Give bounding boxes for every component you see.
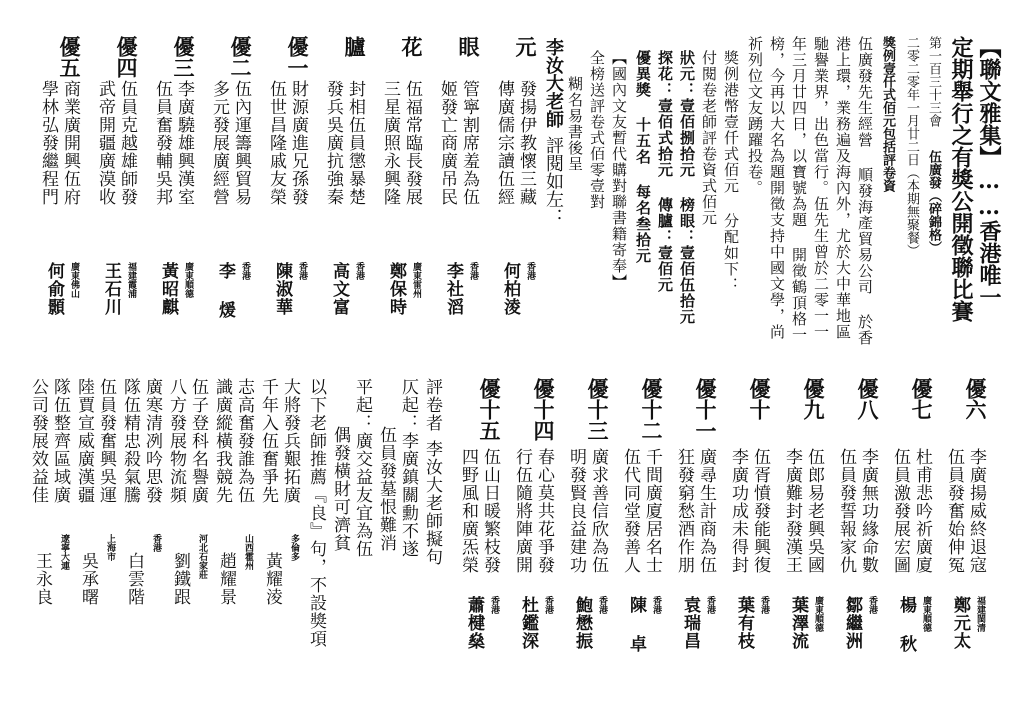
ze-qi-label: 仄起： bbox=[398, 378, 418, 432]
entry-line-2: 明發賢良益建功 bbox=[566, 448, 586, 574]
entry-rank: 優七 bbox=[909, 378, 934, 420]
entry-rank: 花 bbox=[399, 36, 424, 57]
good-line-2: 千年入伍奮爭先 bbox=[258, 378, 278, 504]
ping-qi-line2: 偶發橫財可濟貧 bbox=[330, 426, 350, 552]
entry-location: 廣東佛山 bbox=[69, 262, 79, 298]
entry-location: 香港 bbox=[759, 596, 769, 614]
judge-text: 評閱如左： bbox=[543, 136, 564, 226]
entry-rank: 優二 bbox=[228, 36, 253, 78]
entry-location: 香港 bbox=[297, 262, 307, 280]
entry-rank: 優十三 bbox=[585, 378, 610, 441]
entry-location: 香港 bbox=[651, 596, 661, 614]
good-line-2: 公司發展效益佳 bbox=[28, 378, 48, 504]
good-line-1: 大將發兵艱拓廣 bbox=[280, 378, 300, 504]
entry-rank: 優十一 bbox=[693, 378, 718, 441]
entry-line-2: 伍員激發展宏圖 bbox=[890, 448, 910, 574]
ping-qi-line1: 廣交益友宜為伍 bbox=[352, 432, 372, 558]
good-author: 白雲階 bbox=[124, 552, 144, 606]
entry-rank: 優一 bbox=[285, 36, 310, 78]
entry-location: 香港 bbox=[240, 262, 250, 280]
entry-line-1: 伍員克越雄師發 bbox=[117, 80, 137, 206]
entry-rank: 優八 bbox=[855, 378, 880, 420]
good-location: 香港 bbox=[151, 534, 161, 552]
good-author: 吳承曙 bbox=[78, 552, 98, 606]
entry-rank: 優五 bbox=[57, 36, 82, 78]
entry-rank: 元 bbox=[513, 36, 538, 57]
good-line-1: 隊伍整齊區域廣 bbox=[50, 378, 70, 504]
entry-line-1: 李廣無功緣命數 bbox=[858, 448, 878, 574]
judge-name: 李汝大老師 bbox=[543, 38, 564, 128]
entry-line-1: 廣求善信欣為伍 bbox=[588, 448, 608, 574]
entry-rank: 優十 bbox=[747, 378, 772, 420]
entry-line-1: 伍山日暖繁枝發 bbox=[480, 448, 500, 574]
intro-line: 馳譽業界，出色當行。伍先生曾於二零一一 bbox=[812, 36, 830, 340]
entry-line-2: 李廣難封發漢王 bbox=[782, 448, 802, 574]
intro-line: 年三月廿四日，以寶號為題 開徵鶴頂格一 bbox=[790, 36, 808, 343]
entry-author: 李社滔 bbox=[443, 262, 463, 316]
entry-line-1: 春心莫共花爭發 bbox=[534, 448, 554, 574]
entry-line-2: 傳廣儒宗讀伍經 bbox=[494, 80, 514, 206]
entry-line-2: 伍世昌隆戚友榮 bbox=[266, 80, 286, 206]
entry-line-1: 封相伍員懲暴楚 bbox=[345, 80, 365, 206]
ping-qi-label: 平起： bbox=[352, 378, 372, 432]
ping-qi-line bbox=[353, 378, 370, 558]
session-date: 二零二零年一月廿二日（本期無聚餐） bbox=[904, 36, 919, 257]
reviewer-name: 李汝大老師擬句 bbox=[422, 440, 442, 566]
entry-rank: 優三 bbox=[171, 36, 196, 78]
entry-line-1: 伍福常臨長發展 bbox=[402, 80, 422, 206]
entry-author: 葉有枝 bbox=[734, 596, 754, 650]
entry-rank: 眼 bbox=[456, 36, 481, 57]
good-location: 山西霍州 bbox=[243, 534, 253, 570]
entry-line-1: 千間廣廈居名士 bbox=[642, 448, 662, 574]
entry-line-1: 杜甫悲吟祈廣廈 bbox=[912, 448, 932, 574]
good-line-1: 伍子登科名譽廣 bbox=[188, 378, 208, 504]
entry-rank: 優九 bbox=[801, 378, 826, 420]
good-line-1: 志高奮發誰為伍 bbox=[234, 378, 254, 504]
entry-line-2: 行伍隨將陣廣開 bbox=[512, 448, 532, 574]
entry-line-1: 管寧割席羞為伍 bbox=[459, 80, 479, 206]
good-author: 趙耀景 bbox=[216, 552, 236, 606]
entry-line-1: 財源廣進兄孫發 bbox=[288, 80, 308, 206]
session-info bbox=[927, 36, 940, 254]
entry-author: 蕭楗燊 bbox=[464, 596, 484, 650]
entry-location: 香港 bbox=[525, 262, 535, 280]
entry-author: 楊 秋 bbox=[896, 596, 916, 653]
entry-line-1: 李廣驍雄興漢室 bbox=[174, 80, 194, 206]
entry-author: 鄒繼洲 bbox=[842, 596, 862, 650]
good-author: 黃耀淩 bbox=[262, 552, 282, 606]
reviewer-line bbox=[423, 378, 440, 566]
recommend-note: 以下老師推薦『良』句，不設獎項 bbox=[306, 378, 326, 648]
entry-author: 高文富 bbox=[329, 262, 349, 316]
award-line: 狀元：壹佰捌拾元 榜眼：壹佰伍拾元 bbox=[678, 50, 696, 325]
entry-rank: 優十五 bbox=[477, 378, 502, 441]
entry-line-2: 學林弘發繼程門 bbox=[38, 80, 58, 206]
entry-location: 香港 bbox=[489, 596, 499, 614]
entry-location: 香港 bbox=[468, 262, 478, 280]
entry-author: 何俞顥 bbox=[44, 262, 64, 316]
prize-note: 獎例壹仟式佰元包括評卷資 bbox=[880, 36, 895, 192]
entry-location: 香港 bbox=[543, 596, 553, 614]
award-line: 獎例港幣壹仟式佰元 分配如下： bbox=[722, 50, 740, 293]
good-location: 遼寧大連 bbox=[59, 534, 69, 570]
entry-line-2: 狂發窮愁酒作朋 bbox=[674, 448, 694, 574]
entry-rank: 優六 bbox=[963, 378, 988, 420]
entry-location: 廣東順德 bbox=[921, 596, 931, 632]
award-line: 探花：壹佰式拾元 傳臚：壹佰元 bbox=[656, 50, 674, 293]
entry-line-1: 伍內運籌興貿易 bbox=[231, 80, 251, 206]
entry-line-2: 伍員發誓報家仇 bbox=[836, 448, 856, 574]
intro-line: 榜，今再以大名為題開徵支持中國文學，尚 bbox=[768, 36, 786, 340]
entry-author: 袁瑞昌 bbox=[680, 596, 700, 650]
good-line-2: 八方發展物流頻 bbox=[166, 378, 186, 504]
intro-line: 港上環，業務遍及海內外，尤於大中華地區 bbox=[834, 36, 852, 340]
entry-line-2: 伍員奮發輔吳邦 bbox=[152, 80, 172, 206]
entry-line-2: 伍員發奮始伸冤 bbox=[944, 448, 964, 574]
good-line-1: 伍員發奮興吳運 bbox=[96, 378, 116, 504]
intro-line: 伍廣發先生經營 順發海產貿易公司 於香 bbox=[856, 36, 874, 346]
ze-qi-line1: 李廣鎮關勳不遂 bbox=[398, 432, 418, 558]
entry-author: 何柏淩 bbox=[500, 262, 520, 316]
page-title-line2: 定期舉行之有獎公開徵聯比賽 bbox=[948, 36, 974, 322]
entry-author: 黃昭麒 bbox=[158, 262, 178, 316]
intro-line: 祈列位文友踴躍投卷。 bbox=[746, 36, 764, 196]
entry-line-2: 武帝開疆廣漠收 bbox=[95, 80, 115, 206]
entry-line-2: 發兵吳廣抗強秦 bbox=[323, 80, 343, 206]
entry-location: 廣東順德 bbox=[813, 596, 823, 632]
entry-author: 鄭保時 bbox=[386, 262, 406, 316]
entry-author: 李 煖 bbox=[215, 262, 235, 319]
reviewer-label: 評卷者 bbox=[422, 378, 442, 432]
good-line-1: 廣寒清冽吟思發 bbox=[142, 378, 162, 504]
award-line: 付閱卷老師評卷資式佰元 bbox=[700, 50, 718, 226]
entry-line-2: 李廣功成未得封 bbox=[728, 448, 748, 574]
entry-line-2: 多元發展廣經營 bbox=[209, 80, 229, 206]
ze-qi-line2: 伍員發墓恨難消 bbox=[376, 426, 396, 552]
good-line-2: 隊伍精忠殺氣騰 bbox=[120, 378, 140, 504]
entry-rank: 優四 bbox=[114, 36, 139, 78]
good-author: 劉鐵跟 bbox=[170, 552, 190, 606]
session-sponsor: 伍廣發（碎錦格） bbox=[926, 150, 941, 254]
entry-line-2: 伍代同堂發善人 bbox=[620, 448, 640, 574]
entry-author: 陳淑華 bbox=[272, 262, 292, 316]
entry-line-1: 伍胥憤發能興復 bbox=[750, 448, 770, 574]
entry-line-1: 商業廣開興伍府 bbox=[60, 80, 80, 206]
entry-line-2: 四野風和廣炁榮 bbox=[458, 448, 478, 574]
entry-line-2: 姬發亡商廣吊民 bbox=[437, 80, 457, 206]
entry-location: 廣東順德 bbox=[183, 262, 193, 298]
entry-rank: 優十四 bbox=[531, 378, 556, 441]
entry-line-1: 發揚伊教懷三藏 bbox=[516, 80, 536, 206]
entry-location: 福建閩清 bbox=[975, 596, 985, 632]
entry-author: 鄭元太 bbox=[950, 596, 970, 650]
entry-rank: 優十二 bbox=[639, 378, 664, 441]
entry-location: 香港 bbox=[354, 262, 364, 280]
good-location: 上海市 bbox=[105, 534, 115, 561]
session-number: 第一百三十三會 bbox=[926, 36, 941, 127]
good-author: 王永良 bbox=[32, 552, 52, 606]
page-title-line1: 【聯文雅集】……香港唯一 bbox=[976, 36, 1002, 308]
book-note: 【國內文友暫代購對聯書籍寄奉】 bbox=[610, 50, 628, 290]
entry-author: 葉澤流 bbox=[788, 596, 808, 650]
book-note: 全榜送評卷式佰零壹對 bbox=[588, 50, 606, 210]
entry-rank: 臚 bbox=[342, 36, 367, 57]
entry-author: 杜鑑深 bbox=[518, 596, 538, 650]
award-line: 優異獎 十五名 每名叁拾元 bbox=[634, 50, 652, 264]
entry-author: 王石川 bbox=[101, 262, 121, 316]
entry-line-2: 三星廣照永興隆 bbox=[380, 80, 400, 206]
entry-line-1: 廣尋生計商為伍 bbox=[696, 448, 716, 574]
entry-line-1: 伍郎易老興吳國 bbox=[804, 448, 824, 574]
entry-location: 香港 bbox=[705, 596, 715, 614]
good-line-2: 陸賈宣威廣漢疆 bbox=[74, 378, 94, 504]
entry-location: 福建霞浦 bbox=[126, 262, 136, 298]
book-note: 糊名易書後呈 bbox=[566, 76, 584, 172]
entry-location: 廣東雷州 bbox=[411, 262, 421, 298]
judge-line bbox=[544, 38, 562, 226]
entry-location: 香港 bbox=[597, 596, 607, 614]
good-location: 多倫多 bbox=[289, 534, 299, 561]
ze-qi-line bbox=[399, 378, 416, 558]
good-location: 河北石家莊 bbox=[197, 534, 207, 579]
good-line-2: 識廣縱橫我競先 bbox=[212, 378, 232, 504]
entry-author: 鮑懋振 bbox=[572, 596, 592, 650]
entry-author: 陳 卓 bbox=[626, 596, 646, 653]
entry-location: 香港 bbox=[867, 596, 877, 614]
entry-line-1: 李廣揚威終退寇 bbox=[966, 448, 986, 574]
